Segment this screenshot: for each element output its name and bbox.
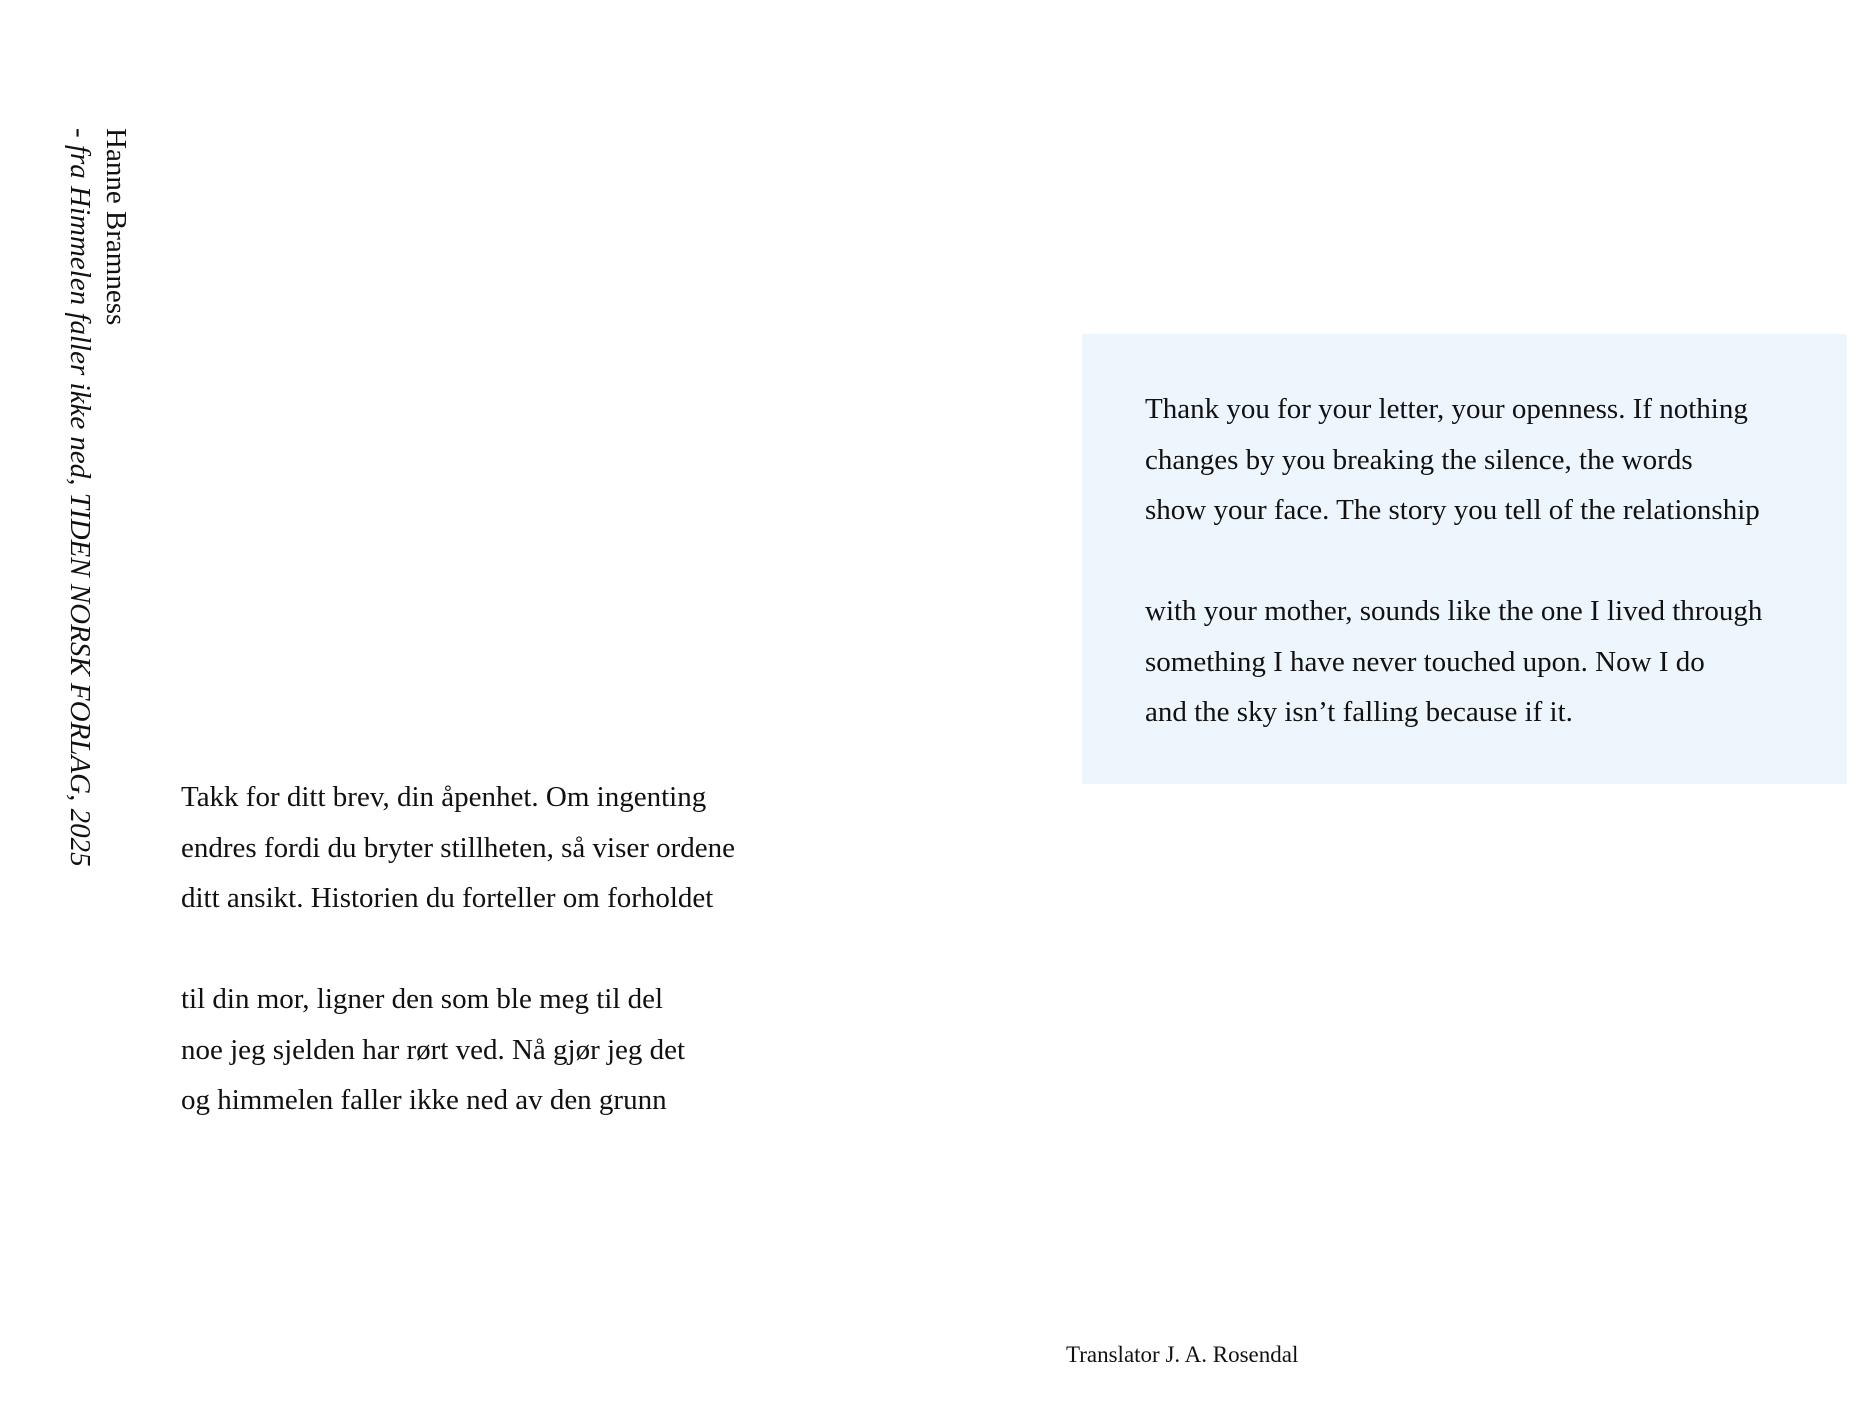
poem-line: noe jeg sjelden har rørt ved. Nå gjør jeg det [181, 1033, 686, 1066]
poem-line: Thank you for your letter, your openness. If nothing [1145, 393, 1748, 425]
poem-line: with your mother, sounds like the one I lived through [1145, 595, 1763, 627]
translated-stanza-2 [1145, 586, 1762, 738]
original-poem [181, 772, 735, 1126]
vertical-credit [64, 128, 138, 908]
poem-line: til din mor, ligner den som ble meg til del [181, 983, 664, 1015]
original-stanza-2 [181, 974, 735, 1126]
poem-line: ditt ansikt. Historien du forteller om forholdet [181, 882, 714, 914]
poem-line: something I have never touched upon. Now I do [1145, 645, 1705, 678]
translated-poem [1145, 384, 1762, 738]
poem-line: and the sky isn’t falling because if it. [1145, 696, 1573, 728]
poem-line: show your face. The story you tell of the relationship [1145, 494, 1760, 526]
translator-credit: Translator J. A. Rosendal [1066, 1342, 1299, 1367]
poem-line: changes by you breaking the silence, the words [1145, 443, 1693, 476]
poem-line: og himmelen faller ikke ned av den grunn [181, 1084, 667, 1116]
author-name: Hanne Bramness [100, 128, 132, 326]
poem-line: endres fordi du bryter stillheten, så viser ordene [181, 831, 736, 864]
original-stanza-1 [181, 772, 735, 924]
poem-line: Takk for ditt brev, din åpenhet. Om ingenting [181, 781, 707, 813]
translated-stanza-1 [1145, 384, 1762, 536]
translation-panel [1082, 334, 1847, 784]
source-citation: - fra Himmelen faller ikke ned, TIDEN NORSK FORLAG, 2025 [64, 128, 96, 867]
